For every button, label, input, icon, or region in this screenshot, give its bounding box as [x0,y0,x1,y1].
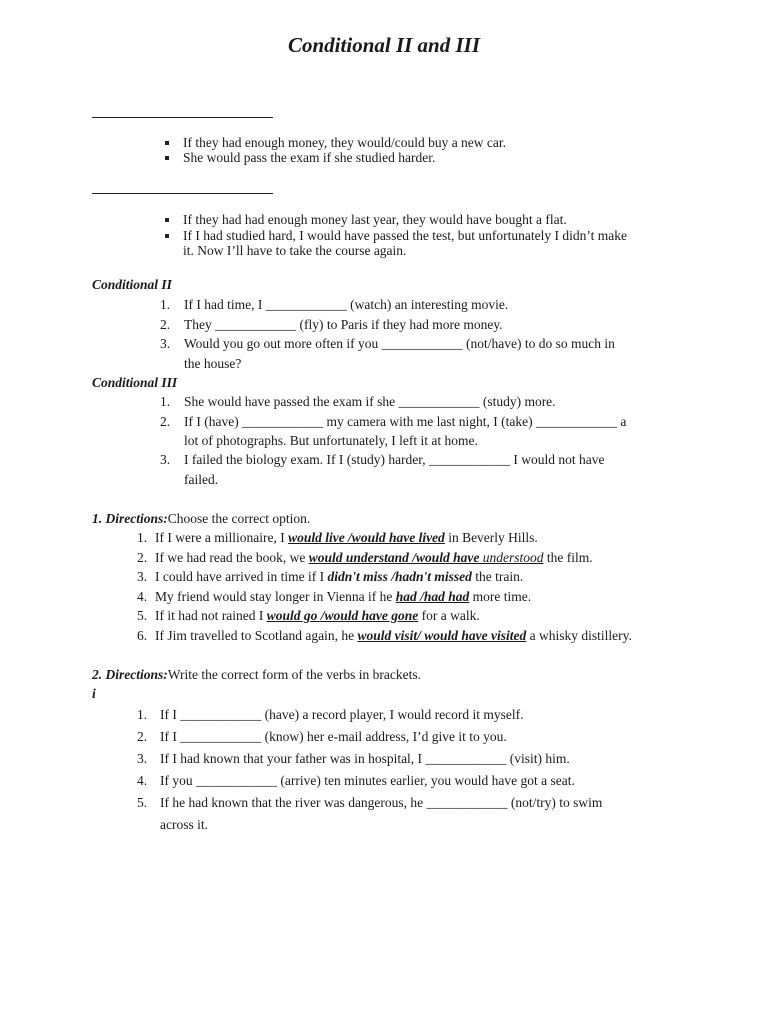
item-number: 6. [137,628,148,643]
exercise-item: If you ____________ (arrive) ten minutes earlier, you would have got a seat. [160,773,575,788]
example-sentence-continued: it. Now I’ll have to take the course again. [183,243,407,258]
choice-item [155,628,632,644]
exercise-item: If he had known that the river was dangerous, he ____________ (not/try) to swim [160,795,603,810]
page-title: Conditional II and III [288,33,480,57]
bullet-icon [165,234,169,238]
choice-options: would go /would have gone [266,608,419,623]
choice-options: didn't miss /hadn't missed [327,569,472,584]
choice-suffix: the film. [543,550,593,565]
item-number: 3. [137,569,148,584]
choice-suffix: a whisky distillery. [526,628,632,643]
directions-label: 1. Directions: [92,511,168,526]
exercise-item: If I had known that your father was in hospital, I ____________ (visit) him. [160,751,570,766]
item-number: 4. [137,589,148,604]
directions-text: Choose the correct option. [167,511,311,526]
item-number: 5. [137,608,148,623]
exercise-item: If I (have) ____________ my camera with me last night, I (take) ____________ a [184,414,627,429]
exercise-item: Would you go out more often if you ____________ (not/have) to do so much in [184,336,615,351]
exercise-item: I failed the biology exam. If I (study) harder, ____________ I would not have [184,452,605,467]
choice-prefix: If it had not rained I [155,608,267,623]
choice-options-tail: understood [479,550,544,565]
choice-item [155,550,593,566]
choice-suffix: the train. [471,569,524,584]
item-number: 1. [160,297,171,312]
choice-options: would visit/ would have visited [357,628,527,643]
exercise-marker: i [92,686,96,701]
choice-prefix: If Jim travelled to Scotland again, he [155,628,358,643]
item-number: 3. [137,751,148,766]
item-number: 2. [160,414,171,429]
choice-prefix: If I were a millionaire, I [155,530,289,545]
item-number: 2. [137,550,148,565]
section-heading-conditional-3: Conditional III [92,375,178,390]
exercise-item: If I ____________ (know) her e-mail address, I’d give it to you. [160,729,507,744]
exercise-item: They ____________ (fly) to Paris if they had more money. [184,317,503,332]
choice-prefix: My friend would stay longer in Vienna if he [155,589,396,604]
choice-prefix: I could have arrived in time if I [155,569,328,584]
item-number: 5. [137,795,148,810]
choice-item [155,569,523,585]
choice-options: had /had had [395,589,470,604]
choice-options: would live /would have lived [288,530,445,545]
bullet-icon [165,156,169,160]
section-heading-conditional-2: Conditional II [92,277,172,292]
choice-suffix: in Beverly Hills. [444,530,538,545]
bullet-icon [165,218,169,222]
exercise-item-continued: across it. [160,817,208,832]
blank-heading-line [92,193,273,194]
exercise-1-directions [92,511,310,527]
item-number: 3. [160,452,171,467]
example-sentence: If I had studied hard, I would have passed the test, but unfortunately I didn’t make [183,228,628,243]
choice-suffix: more time. [469,589,532,604]
choice-prefix: If we had read the book, we [155,550,309,565]
item-number: 1. [137,530,148,545]
item-number: 2. [160,317,171,332]
item-number: 1. [137,707,148,722]
exercise-item: If I had time, I ____________ (watch) an interesting movie. [184,297,509,312]
exercise-item: If I ____________ (have) a record player, I would record it myself. [160,707,524,722]
exercise-item-continued: the house? [184,356,242,371]
example-sentence: If they had enough money, they would/could buy a new car. [183,135,507,150]
choice-suffix: for a walk. [418,608,480,623]
blank-heading-line [92,117,273,118]
exercise-item-continued: failed. [184,472,219,487]
choice-item [155,589,531,605]
directions-label: 2. Directions: [92,667,168,682]
item-number: 1. [160,394,171,409]
exercise-item-continued: lot of photographs. But unfortunately, I left it at home. [184,433,478,448]
example-sentence: If they had had enough money last year, they would have bought a flat. [183,212,567,227]
choice-item [155,608,480,624]
item-number: 3. [160,336,171,351]
directions-text: Write the correct form of the verbs in brackets. [167,667,421,682]
bullet-icon [165,141,169,145]
choice-item [155,530,538,546]
exercise-item: She would have passed the exam if she ____________ (study) more. [184,394,556,409]
item-number: 4. [137,773,148,788]
exercise-2-directions [92,667,421,683]
example-sentence: She would pass the exam if she studied harder. [183,150,436,165]
choice-options: would understand /would have [308,550,480,565]
item-number: 2. [137,729,148,744]
